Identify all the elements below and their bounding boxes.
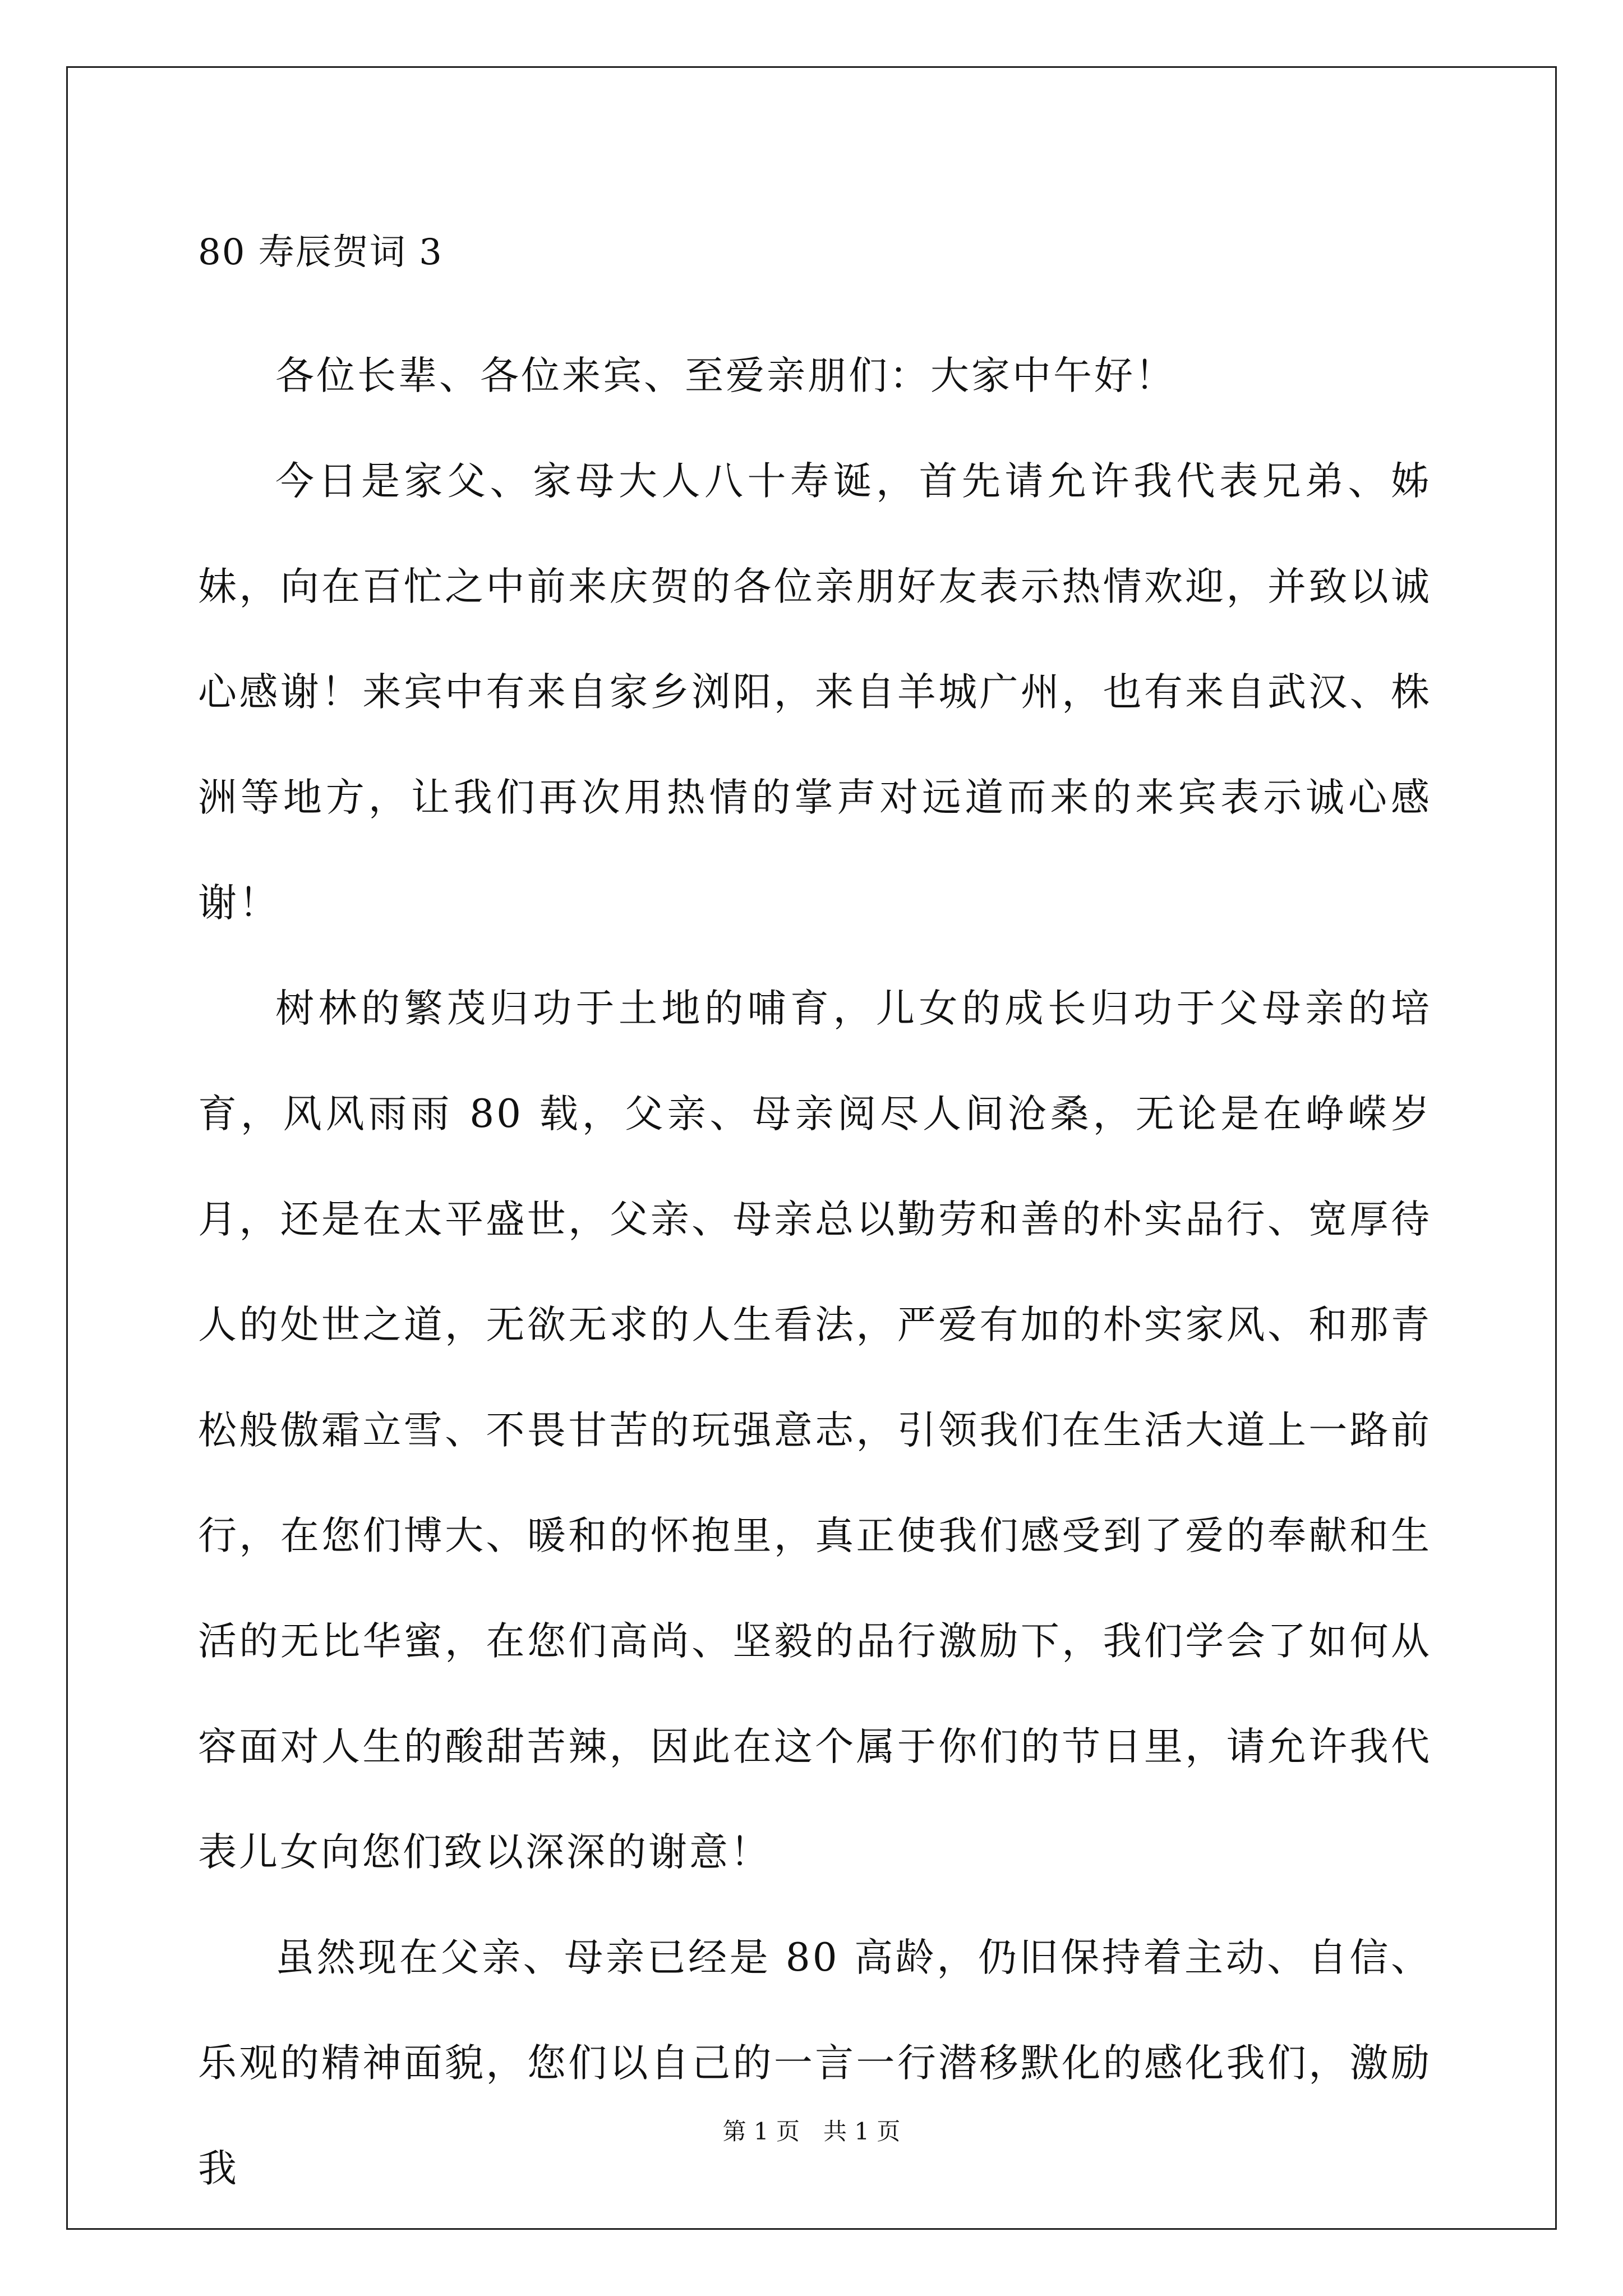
paragraph-welcome: 今日是家父、家母大人八十寿诞，首先请允许我代表兄弟、姊妹，向在百忙之中前来庆贺的各位亲朋好友表示热情欢迎，并致以诚心感谢！来宾中有来自家乡浏阳，来自羊城广州，也有来自武汉、株洲等地方，让我们再次用热情的掌声对远道而来的来宾表示诚心感谢！ [198,459,1432,926]
paragraph-gratitude: 树林的繁茂归功于土地的哺育，儿女的成长归功于父母亲的培育，风风雨雨 80 载，父亲、母亲阅尽人间沧桑，无论是在峥嵘岁月，还是在太平盛世，父亲、母亲总以勤劳和善的朴实品行、宽厚待人的处世之道，无欲无求的人生看法，严爱有加的朴实家风、和那青松般傲霜立雪、不畏甘苦的玩强意志，引领我们在生活大道上一路前行，在您们博大、暖和的怀抱里，真正使我们感受到了爱的奉献和生活的无比华蜜，在您们高尚、坚毅的品行激励下，我们学会了如何从容面对人生的酸甜苦辣，因此在这个属于你们的节日里，请允许我代表儿女向您们致以深深的谢意！ [198,986,1432,1875]
paragraph-blessing: 虽然现在父亲、母亲已经是 80 高龄，仍旧保持着主动、自信、乐观的精神面貌，您们以自己的一言一行潜移默化的感化我们，激励我 [198,1935,1432,2191]
document-title: 80 寿辰贺词 3 [198,232,443,273]
document-body [198,323,1432,2221]
page-number-footer: 第 1 页 共 1 页 [722,2118,901,2145]
paragraph-greeting: 各位长辈、各位来宾、至爱亲朋们：大家中午好！ [275,353,1176,398]
